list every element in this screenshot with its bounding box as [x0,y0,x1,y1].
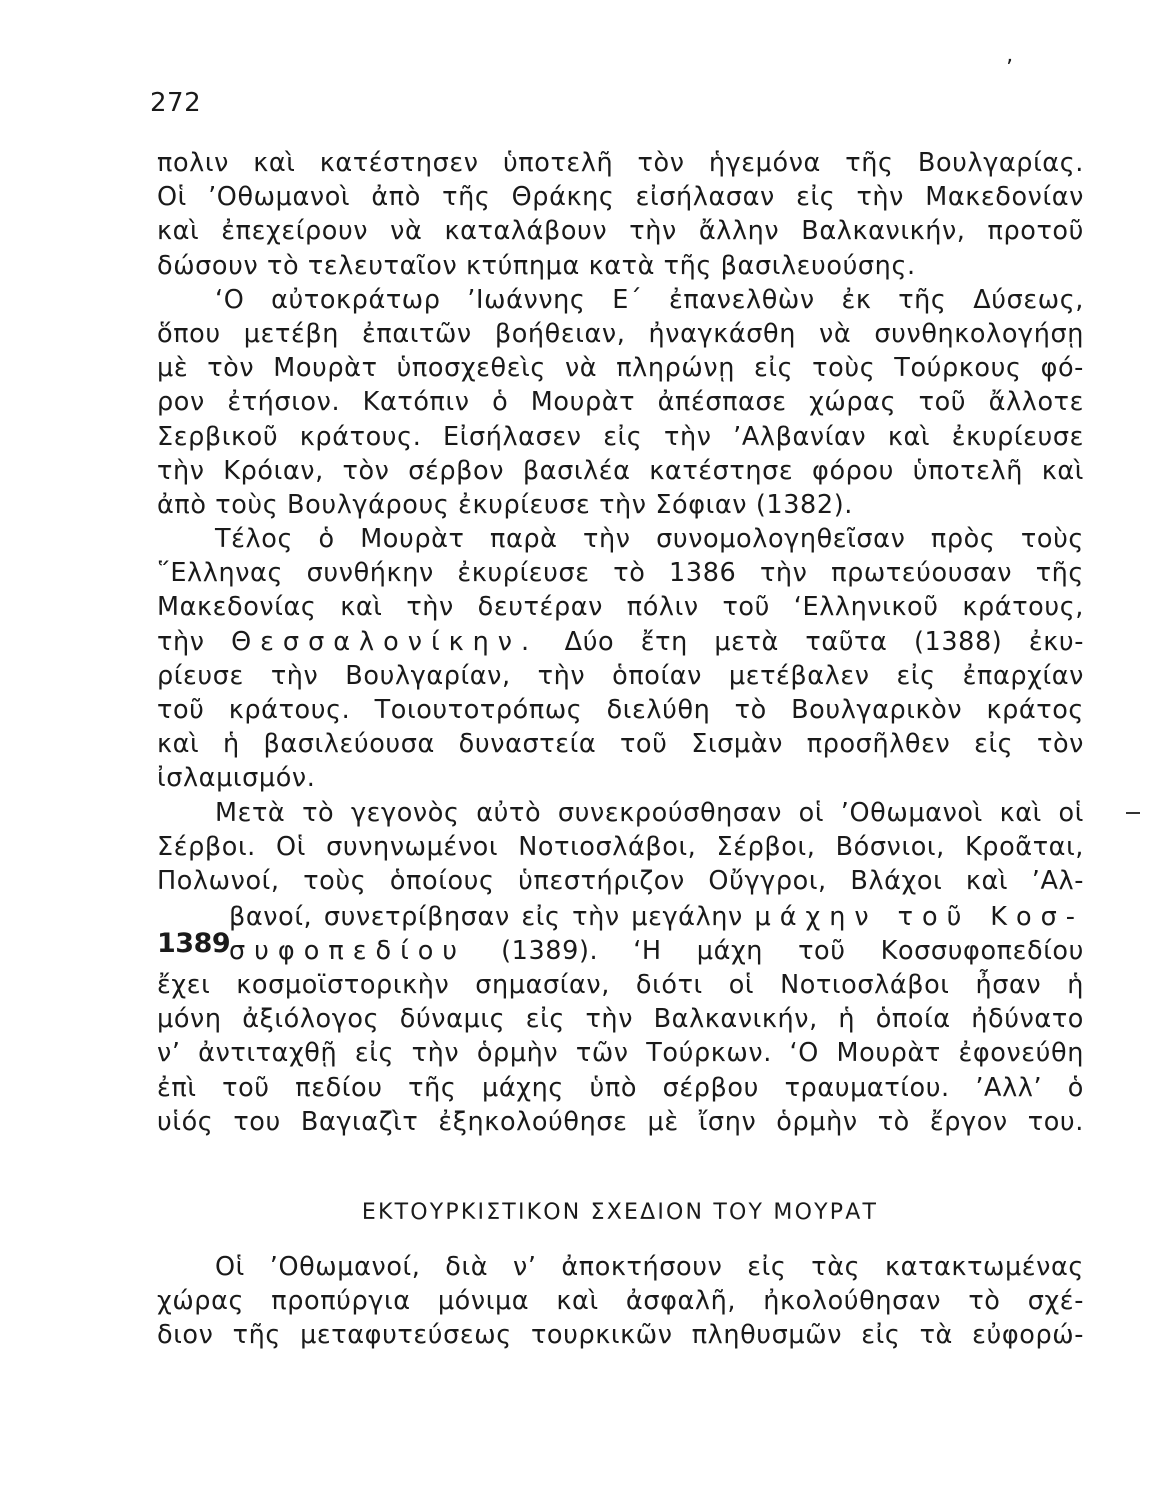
text-line: ν’ ἀντιταχθῇ εἰς τὴν ὁρμὴν τῶν Τούρκων. ‘Ο Μουρὰτ ἐφονεύθη [157,1038,1084,1069]
thessaloniki-suffix: Δύο ἔτη μετὰ ταῦτα (1388) ἐκυ- [538,626,1085,657]
text-line: ἰσλαμισμόν. [157,763,316,794]
text-line: ὅπου μετέβη ἐπαιτῶν βοήθειαν, ἠναγκάσθη νὰ συνθηκολογήσῃ [157,318,1084,349]
text-line: Οἱ ’Οθωμανοὶ ἀπὸ τῆς Θράκης εἰσήλασαν εἰς τὴν Μακεδονίαν [157,182,1084,213]
text-line: δώσουν τὸ τελευταῖον κτύπημα κατὰ τῆς βασιλευούσης. [157,250,916,281]
margin-dash [1126,812,1140,814]
main-text-final [157,1250,1084,1353]
text-line-kosovo-1 [229,900,1084,934]
text-line: Μετὰ τὸ γεγονὸς αὐτὸ συνεκρούσθησαν οἱ ’Οθωμανοὶ καὶ οἱ [215,797,1084,828]
text-line: διον τῆς μεταφυτεύσεως τουρκικῶν πληθυσμῶν εἰς τὰ εὐφορώ- [157,1320,1084,1351]
bottom-lines [157,968,1084,1139]
text-line-thessaloniki [157,625,1084,659]
final-lines [157,1250,1084,1353]
main-text-top [157,146,1084,898]
text-line: τοῦ κράτους. Τοιουτοτρόπως διελύθη τὸ Βουλγαρικὸν κράτος [157,695,1084,725]
text-line-kosovo-2 [229,934,1084,968]
corner-mark: ʼ [1006,56,1013,81]
text-line: Μακεδονίας καὶ τὴν δευτέραν πόλιν τοῦ ‘Ελληνικοῦ κράτους, [157,592,1084,623]
text-line: ἐπὶ τοῦ πεδίου τῆς μάχης ὑπὸ σέρβου τραυματίου. ’Αλλ’ ὁ [157,1072,1084,1103]
text-line: υἱός του Βαγιαζὶτ ἐξηκολούθησε μὲ ἴσην ὁρμὴν τὸ ἔργον του. [157,1106,1084,1137]
text-line: ‘Ο αὐτοκράτωρ ’Ιωάννης Ε΄ ἐπανελθὼν ἐκ τῆς Δύσεως, [215,284,1084,315]
thessaloniki-spaced: Θεσσαλονίκην. [231,626,539,657]
text-line: ρον ἐτήσιον. Κατόπιν ὁ Μουρὰτ ἀπέσπασε χώρας τοῦ ἄλλοτε [157,387,1084,418]
kosovo-line2-suffix: (1389). ‘Η μάχη τοῦ Κοσσυφοπεδίου [466,936,1084,967]
kosovo-line1-spaced: μάχην τοῦ Κοσ- [754,902,1084,932]
main-text-bottom [157,968,1084,1139]
kosovo-line1-prefix: βανοί, συνετρίβησαν εἰς τὴν μεγάλην [229,902,755,932]
text-line: μὲ τὸν Μουρὰτ ὑποσχεθεὶς νὰ πληρώνῃ εἰς τοὺς Τούρκους φό- [157,353,1084,384]
top-lines [157,146,1084,625]
text-line: ρίευσε τὴν Βουλγαρίαν, τὴν ὁποίαν μετέβαλεν εἰς ἐπαρχίαν [157,660,1084,691]
text-line: τὴν Κρόιαν, τὸν σέρβον βασιλέα κατέστησε φόρου ὑποτελῆ καὶ [157,455,1084,486]
section-heading: ΕΚΤΟΥΡΚΙΣΤΙΚΟΝ ΣΧΕΔΙΟΝ ΤΟΥ ΜΟΥΡΑΤ [361,1200,879,1225]
text-line: Τέλος ὁ Μουρὰτ παρὰ τὴν συνομολογηθεῖσαν πρὸς τοὺς [215,524,1084,555]
text-line: πολιν καὶ κατέστησεν ὑποτελῆ τὸν ἡγεμόνα τῆς Βουλγαρίας. [157,148,1084,178]
text-line: καὶ ἡ βασιλεύουσα δυναστεία τοῦ Σισμὰν προσῆλθεν εἰς τὸν [157,729,1084,760]
text-line: μόνη ἀξιόλογος δύναμις εἰς τὴν Βαλκανικήν, ἡ ὁποία ἠδύνατο [157,1004,1084,1035]
text-line: Οἱ ’Οθωμανοί, διὰ ν’ ἀποκτήσουν εἰς τὰς κατακτωμένας [215,1252,1084,1282]
text-line: Σερβικοῦ κράτους. Εἰσήλασεν εἰς τὴν ’Αλβανίαν καὶ ἐκυρίευσε [157,421,1084,452]
thessaloniki-prefix: τὴν [157,626,232,657]
text-line: χώρας προπύργια μόνιμα καὶ ἀσφαλῆ, ἠκολούθησαν τὸ σχέ- [157,1286,1084,1317]
text-line: καὶ ἐπεχείρουν νὰ καταλάβουν τὴν ἄλλην Βαλκανικήν, προτοῦ [157,216,1084,247]
page-number: 272 [150,88,202,118]
mid-lines [157,659,1084,898]
margin-note-year: 1389 [157,928,231,959]
text-line: ἀπὸ τοὺς Βουλγάρους ἐκυρίευσε τὴν Σόφιαν (1382). [157,489,853,520]
kosovo-wrapped-lines [229,900,1084,968]
text-line: Σέρβοι. Οἱ συνηνωμένοι Νοτιοσλάβοι, Σέρβοι, Βόσνιοι, Κροᾶται, [157,831,1084,862]
text-line: ἔχει κοσμοϊστορικὴν σημασίαν, διότι οἱ Νοτιοσλάβοι ἦσαν ἡ [157,970,1084,1000]
kosovo-line2-spaced: συφοπεδίου [229,936,467,967]
text-line: Πολωνοί, τοὺς ὁποίους ὑπεστήριζον Οὔγγροι, Βλάχοι καὶ ’Αλ- [157,865,1084,896]
text-line: ῞Ελληνας συνθήκην ἐκυρίευσε τὸ 1386 τὴν πρωτεύουσαν τῆς [157,558,1084,589]
